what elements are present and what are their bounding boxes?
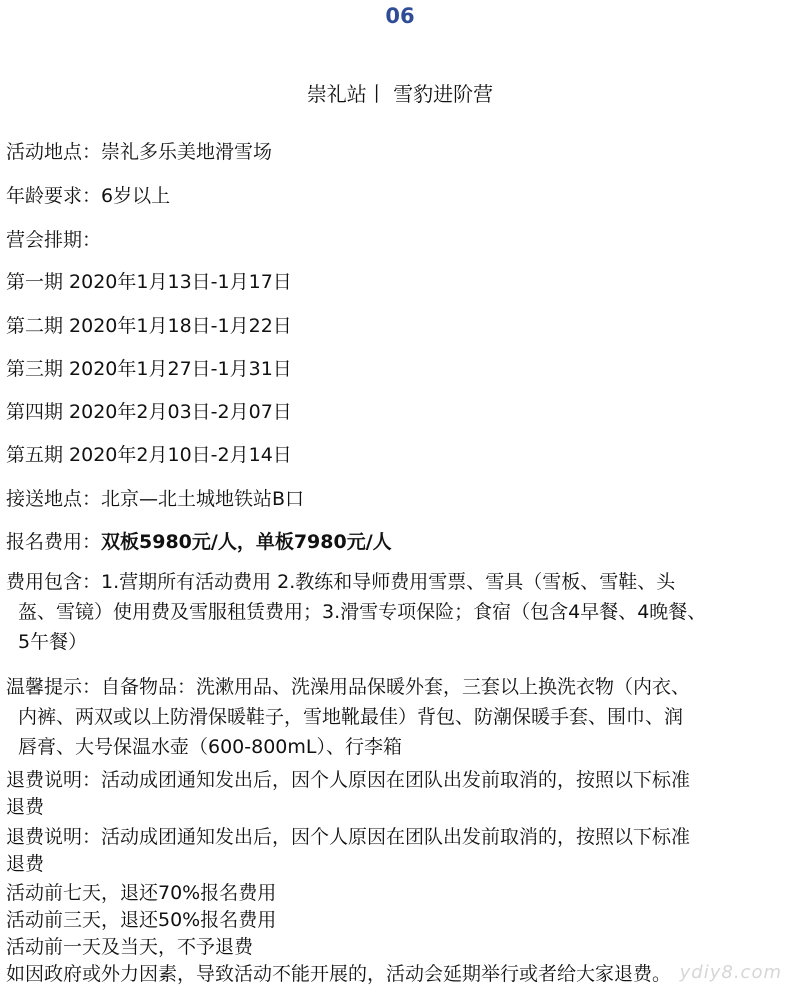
pickup-line: 接送地点：北京—北土城地铁站B口 xyxy=(6,488,305,510)
fee-value: 双板5980元/人，单板7980元/人 xyxy=(101,531,392,553)
schedule-item-5: 第五期 2020年2月10日-2月14日 xyxy=(6,444,292,466)
age-line: 年龄要求：6岁以上 xyxy=(6,185,171,207)
watermark: ydiy8.com xyxy=(679,962,782,983)
fee-includes-line-3: 5午餐） xyxy=(18,631,88,653)
schedule-item-1: 第一期 2020年1月13日-1月17日 xyxy=(6,271,292,293)
refund-notice-1-line-1: 退费说明：活动成团通知发出后，因个人原因在团队出发前取消的，按照以下标准 xyxy=(6,769,691,791)
section-number: 06 xyxy=(385,4,415,28)
refund-rule-4: 如因政府或外力因素，导致活动不能开展的，活动会延期举行或者给大家退费。 xyxy=(6,963,672,985)
refund-notice-2-line-2: 退费 xyxy=(6,853,45,875)
schedule-item-3: 第三期 2020年1月27日-1月31日 xyxy=(6,358,292,380)
location-line: 活动地点：崇礼多乐美地滑雪场 xyxy=(6,141,273,163)
tips-line-2: 内裤、两双或以上防滑保暖鞋子，雪地靴最佳）背包、防潮保暖手套、围巾、润 xyxy=(18,706,684,728)
refund-notice-1-line-2: 退费 xyxy=(6,796,45,818)
refund-rules xyxy=(6,880,796,988)
fee-label: 报名费用： xyxy=(6,531,102,553)
tips xyxy=(6,672,796,762)
fee-includes-line-1: 费用包含：1.营期所有活动费用 2.教练和导师费用雪票、雪具（雪板、雪鞋、头 xyxy=(6,571,676,593)
schedule-item-2: 第二期 2020年1月18日-1月22日 xyxy=(6,315,292,337)
refund-rule-2: 活动前三天，退还50%报名费用 xyxy=(6,909,277,931)
tips-line-1: 温馨提示：自备物品：洗漱用品、洗澡用品保暖外套，三套以上换洗衣物（内衣、 xyxy=(6,676,691,698)
refund-notice-1 xyxy=(6,767,796,821)
refund-rule-3: 活动前一天及当天，不予退费 xyxy=(6,936,254,958)
refund-rule-1: 活动前七天，退还70%报名费用 xyxy=(6,882,277,904)
fee-includes-line-2: 盔、雪镜）使用费及雪服租赁费用；3.滑雪专项保险；食宿（包含4早餐、4晚餐、 xyxy=(18,601,707,623)
fee-line xyxy=(6,527,392,554)
page-title: 崇礼站丨 雪豹进阶营 xyxy=(306,82,494,106)
refund-notice-2-line-1: 退费说明：活动成团通知发出后，因个人原因在团队出发前取消的，按照以下标准 xyxy=(6,826,691,848)
tips-line-3: 唇膏、大号保温水壶（600-800mL）、行李箱 xyxy=(18,736,402,758)
schedule-item-4: 第四期 2020年2月03日-2月07日 xyxy=(6,401,292,423)
schedule-label: 营会排期： xyxy=(6,229,102,251)
fee-includes xyxy=(6,567,796,657)
refund-notice-2 xyxy=(6,824,796,878)
